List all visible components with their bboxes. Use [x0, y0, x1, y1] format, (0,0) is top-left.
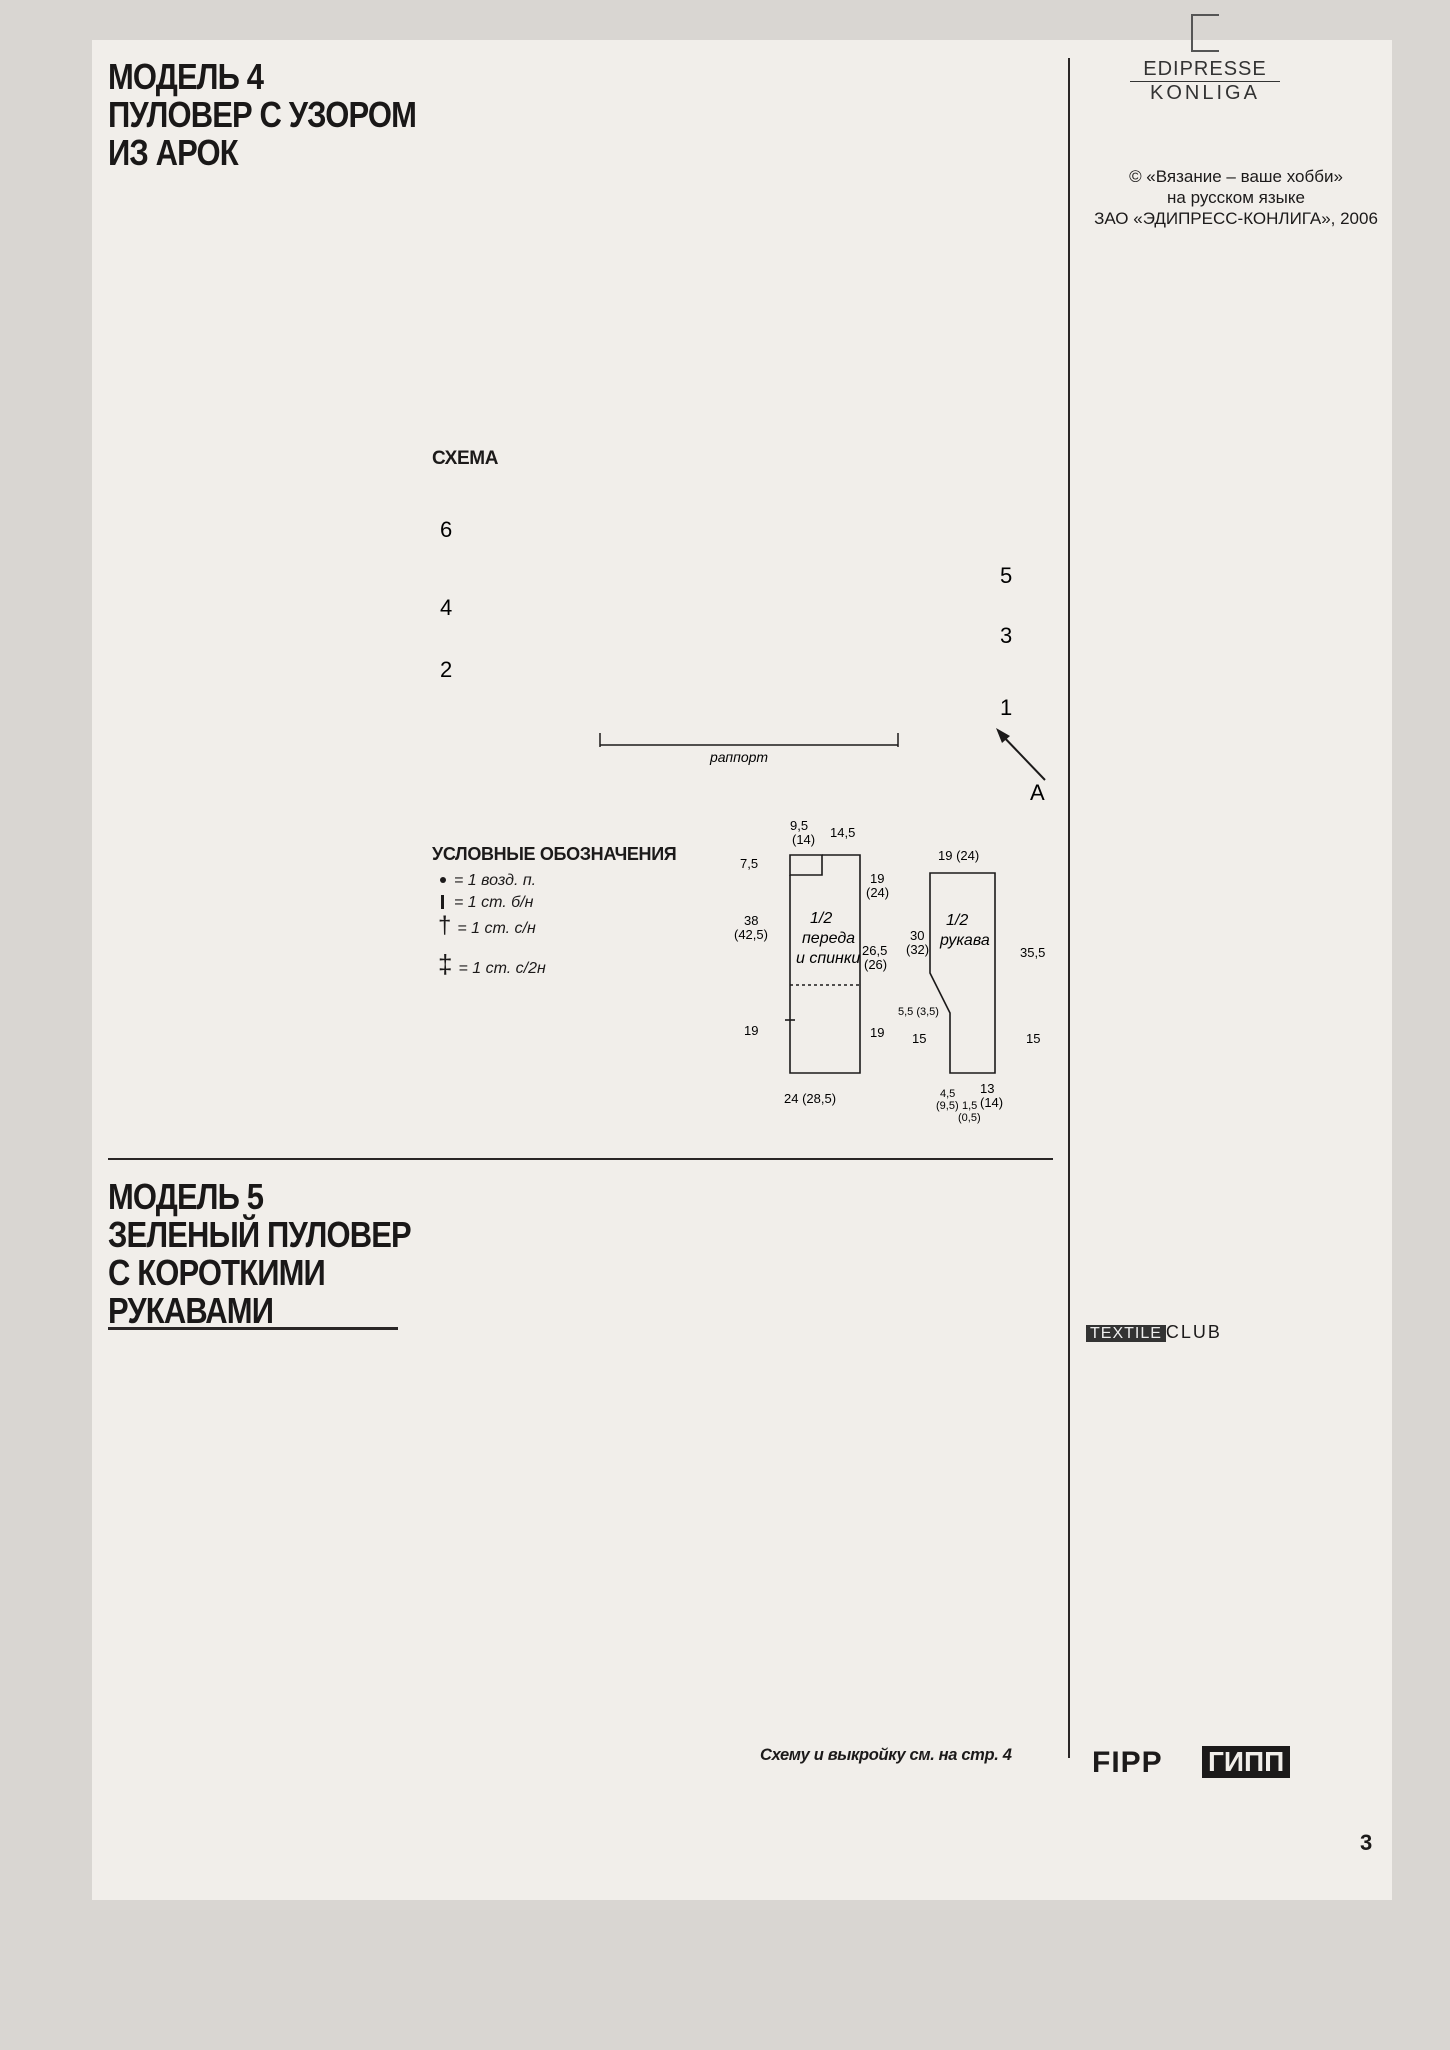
textile-club-logo: TEXTILE CLUB — [1086, 1322, 1222, 1343]
gipp-logo: ГИПП — [1202, 1746, 1290, 1778]
schema-heading: СХЕМА — [432, 448, 499, 469]
svg-text:19: 19 — [744, 1023, 759, 1038]
fipp-logo: FIPP — [1092, 1746, 1163, 1779]
model5-title: МОДЕЛЬ 5 ЗЕЛЕНЫЙ ПУЛОВЕР С КОРОТКИМИ РУКАВАМИ — [108, 1176, 411, 1331]
row-label-6: 6 — [440, 517, 453, 542]
crochet-chart — [430, 475, 1050, 805]
arrow-a — [1000, 733, 1045, 780]
sleeve-label-1: 1/2 — [946, 912, 969, 929]
svg-text:15: 15 — [912, 1031, 927, 1046]
row-label-4: 4 — [440, 595, 453, 620]
legend-list: = 1 возд. п. = 1 ст. б/н † = 1 ст. с/н ‡ = 1 ст. с/2н — [438, 872, 546, 979]
body-label-2: переда — [802, 930, 856, 947]
svg-text:(0,5): (0,5) — [958, 1112, 981, 1124]
svg-text:38: 38 — [744, 913, 759, 928]
svg-text:4,5: 4,5 — [940, 1088, 956, 1100]
legend-title: УСЛОВНЫЕ ОБОЗНАЧЕНИЯ — [432, 844, 677, 864]
svg-text:19: 19 — [870, 1025, 885, 1040]
sleeve-piece — [930, 873, 995, 1073]
tr-symbol: ‡ — [438, 949, 453, 979]
page-number: 3 — [1360, 1830, 1373, 1855]
pattern-schematic — [730, 815, 1070, 1125]
chain-symbol — [440, 877, 446, 883]
svg-text:(42,5): (42,5) — [734, 927, 768, 942]
sc-symbol — [441, 895, 444, 909]
sidebar-divider — [1068, 58, 1070, 1758]
row-label-1: 1 — [1000, 695, 1013, 720]
svg-text:(14): (14) — [792, 832, 816, 847]
svg-text:35,5: 35,5 — [1020, 945, 1046, 960]
edipresse-logo: EDIPRESSE KONLIGA — [1130, 14, 1280, 105]
arrow-label: А — [1030, 780, 1045, 805]
svg-text:19 (24): 19 (24) — [938, 848, 980, 863]
svg-text:1,5: 1,5 — [962, 1100, 978, 1112]
copyright: © «Вязание – ваше хобби» на русском языке ЗАО «ЭДИПРЕСС-КОНЛИГА», 2006 — [1094, 167, 1378, 228]
logo-icon — [1191, 14, 1219, 52]
body-label-1: 1/2 — [810, 910, 833, 927]
svg-text:13: 13 — [980, 1081, 995, 1096]
svg-text:9,5: 9,5 — [790, 818, 809, 833]
model4-title: МОДЕЛЬ 4 ПУЛОВЕР С УЗОРОМ ИЗ АРОК — [108, 56, 417, 173]
svg-text:15: 15 — [1026, 1031, 1041, 1046]
svg-text:5,5 (3,5): 5,5 (3,5) — [898, 1006, 939, 1018]
dc-symbol: † — [438, 912, 452, 939]
body-piece — [790, 855, 822, 875]
svg-text:(26): (26) — [864, 957, 888, 972]
row-label-2: 2 — [440, 657, 453, 682]
svg-text:24 (28,5): 24 (28,5) — [784, 1091, 837, 1106]
svg-text:19: 19 — [870, 871, 885, 886]
svg-text:(24): (24) — [866, 885, 890, 900]
svg-text:7,5: 7,5 — [740, 856, 759, 871]
rapport-label: раппорт — [710, 749, 769, 765]
svg-text:(9,5): (9,5) — [936, 1100, 959, 1112]
sleeve-label-2: рукава — [940, 932, 990, 949]
section-divider — [108, 1158, 1053, 1160]
svg-text:(14): (14) — [980, 1095, 1004, 1110]
row-label-3: 3 — [1000, 623, 1013, 648]
row-label-5: 5 — [1000, 563, 1013, 588]
svg-text:(32): (32) — [906, 942, 930, 957]
svg-text:26,5: 26,5 — [862, 943, 888, 958]
svg-text:30: 30 — [910, 928, 925, 943]
body-label-3: и спинки — [796, 950, 861, 967]
svg-text:14,5: 14,5 — [830, 825, 856, 840]
footer-reference: Схему и выкройку см. на стр. 4 — [760, 1746, 1012, 1764]
